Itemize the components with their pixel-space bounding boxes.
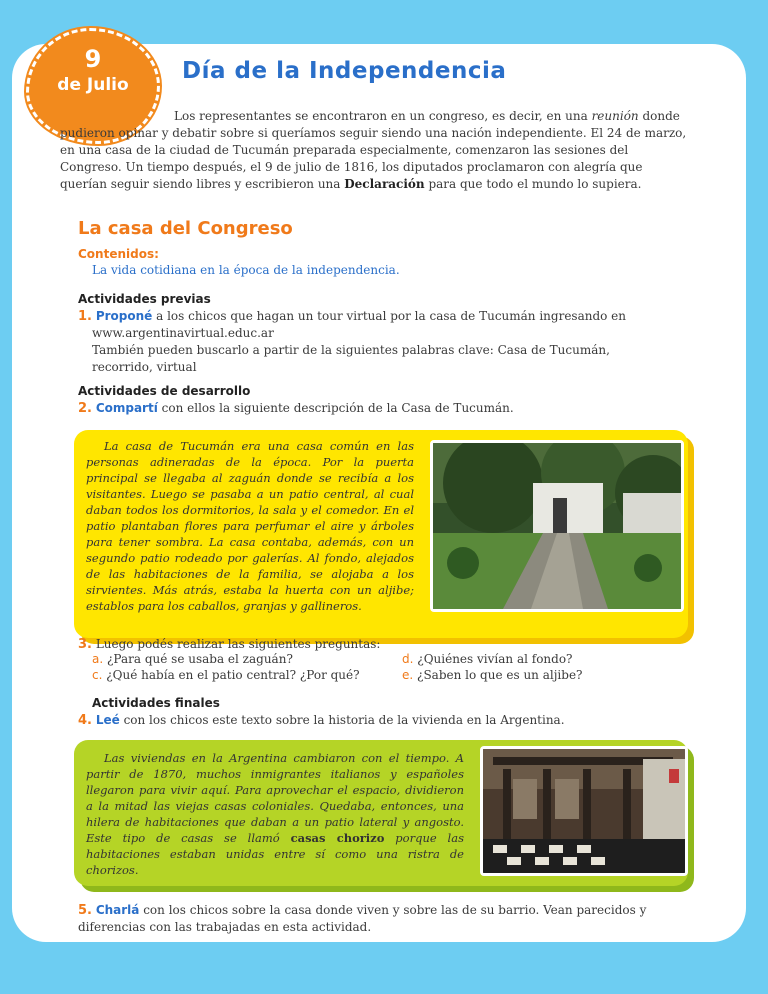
intro-emphasis: reunión (591, 109, 639, 123)
activity-5-verb: Charlá (95, 903, 140, 917)
activity-3-number: 3. (78, 637, 92, 652)
badge-day: 9 (84, 45, 102, 73)
activity-4-verb: Leé (95, 713, 120, 727)
activity-1-text: a los chicos que hagan un tour virtual por la casa de Tucumán ingresando en (152, 309, 627, 323)
activity-1-verb: Proponé (95, 309, 153, 323)
intro-text-3: para que todo el mundo lo supiera. (424, 177, 642, 191)
intro-paragraph (60, 108, 690, 193)
patio-image (433, 443, 681, 609)
activity-5-text: con los chicos sobre la casa donde viven y sobre las de su barrio. Vean parecidos y diferencias con las trabajadas en esta actividad. (78, 903, 647, 934)
intro-text-2: donde pudieron opinar y debatir sobre si queríamos seguir siendo una nación independiente. El 24 de marzo, en una casa de la ciudad de Tucumán preparada especialmente, comenzaron las sesiones del Congreso. Un tiempo después, el 9 de julio de 1816, los diputados proclamaron con alegría que querían seguir siendo libres y escribieron una (60, 109, 687, 191)
description-text: La casa de Tucumán era una casa común en las personas adineradas de la época. Por la puerta principal se llegaba al zaguán donde se recibía a los visitantes. Luego se pasaba a un patio central, al cual daban todos los dormitorios, la sala y el comedor. En el patio plantaban flores para perfumar el aire y árboles para tener sombra. La casa contaba, además, con un segundo patio rodeado por galerías. Al fondo, alejados de las habitaciones de la familia, se alojaba a los sirvientes. Más atrás, estaba la huerta con un aljibe; establos para los caballos, granjas y gallineros. (86, 439, 414, 613)
activity-1-text-2: También pueden buscarlo a partir de la siguientes palabras clave: Casa de Tucumán, (92, 343, 610, 357)
question-a-letter: a. (92, 652, 104, 666)
activity-4-text: con los chicos este texto sobre la historia de la vivienda en la Argentina. (119, 713, 565, 727)
question-e (402, 668, 582, 682)
question-a (92, 652, 293, 666)
activity-4-number: 4. (78, 713, 92, 728)
intro-text-1: Los representantes se encontraron en un congreso, es decir, en una (174, 109, 592, 123)
activity-3-intro: Luego podés realizar las siguientes preguntas: (95, 637, 381, 651)
question-c-text: ¿Qué había en el patio central? ¿Por qué? (106, 668, 360, 682)
activity-1-url: www.argentinavirtual.educ.ar (92, 326, 274, 340)
activity-2 (78, 400, 698, 417)
vivienda-text-2: porque las habitaciones estaban unidas entre sí como una ristra de chorizos. (86, 831, 464, 877)
activity-4 (78, 712, 698, 729)
question-c (92, 668, 360, 682)
activity-1-number: 1. (78, 309, 92, 324)
activity-3 (78, 636, 698, 653)
question-a-text: ¿Para qué se usaba el zaguán? (107, 652, 293, 666)
casa-chorizo-image (483, 749, 685, 873)
activity-2-number: 2. (78, 401, 92, 416)
question-c-letter: c. (92, 668, 103, 682)
casa-chorizo-photo (480, 746, 688, 876)
activity-2-text: con ellos la siguiente descripción de la Casa de Tucumán. (157, 401, 514, 415)
contents-text: La vida cotidiana en la época de la independencia. (92, 263, 400, 277)
badge-month: de Julio (57, 75, 129, 95)
vivienda-text (86, 750, 464, 878)
question-e-letter: e. (402, 668, 414, 682)
activity-5-number: 5. (78, 903, 92, 918)
intro-bold: Declaración (344, 177, 425, 191)
activity-5 (78, 902, 698, 936)
patio-photo (430, 440, 684, 612)
contents-label: Contenidos: (78, 247, 159, 261)
question-e-text: ¿Saben lo que es un aljibe? (417, 668, 583, 682)
question-d-letter: d. (402, 652, 414, 666)
page-title: Día de la Independencia (182, 58, 507, 84)
vivienda-text-1: Las viviendas en la Argentina cambiaron con el tiempo. A partir de 1870, muchos inmigrantes italianos y españoles llegaron para vivir aquí. Para aprovechar el espacio, dividieron a la mitad las viejas casas coloniales. Quedaba, entonces, una hilera de habitaciones que daban a un patio lateral y angosto. Este tipo de casas se llamó (86, 751, 464, 845)
vivienda-bold: casas chorizo (290, 831, 385, 845)
question-d-text: ¿Quiénes vivían al fondo? (417, 652, 573, 666)
finales-heading: Actividades finales (92, 696, 220, 710)
desarrollo-heading: Actividades de desarrollo (78, 384, 251, 398)
activity-1 (78, 308, 698, 376)
activity-2-verb: Compartí (95, 401, 158, 415)
activity-1-text-3: recorrido, virtual (92, 360, 197, 374)
previas-heading: Actividades previas (78, 292, 211, 306)
section-title: La casa del Congreso (78, 218, 293, 239)
question-d (402, 652, 572, 666)
